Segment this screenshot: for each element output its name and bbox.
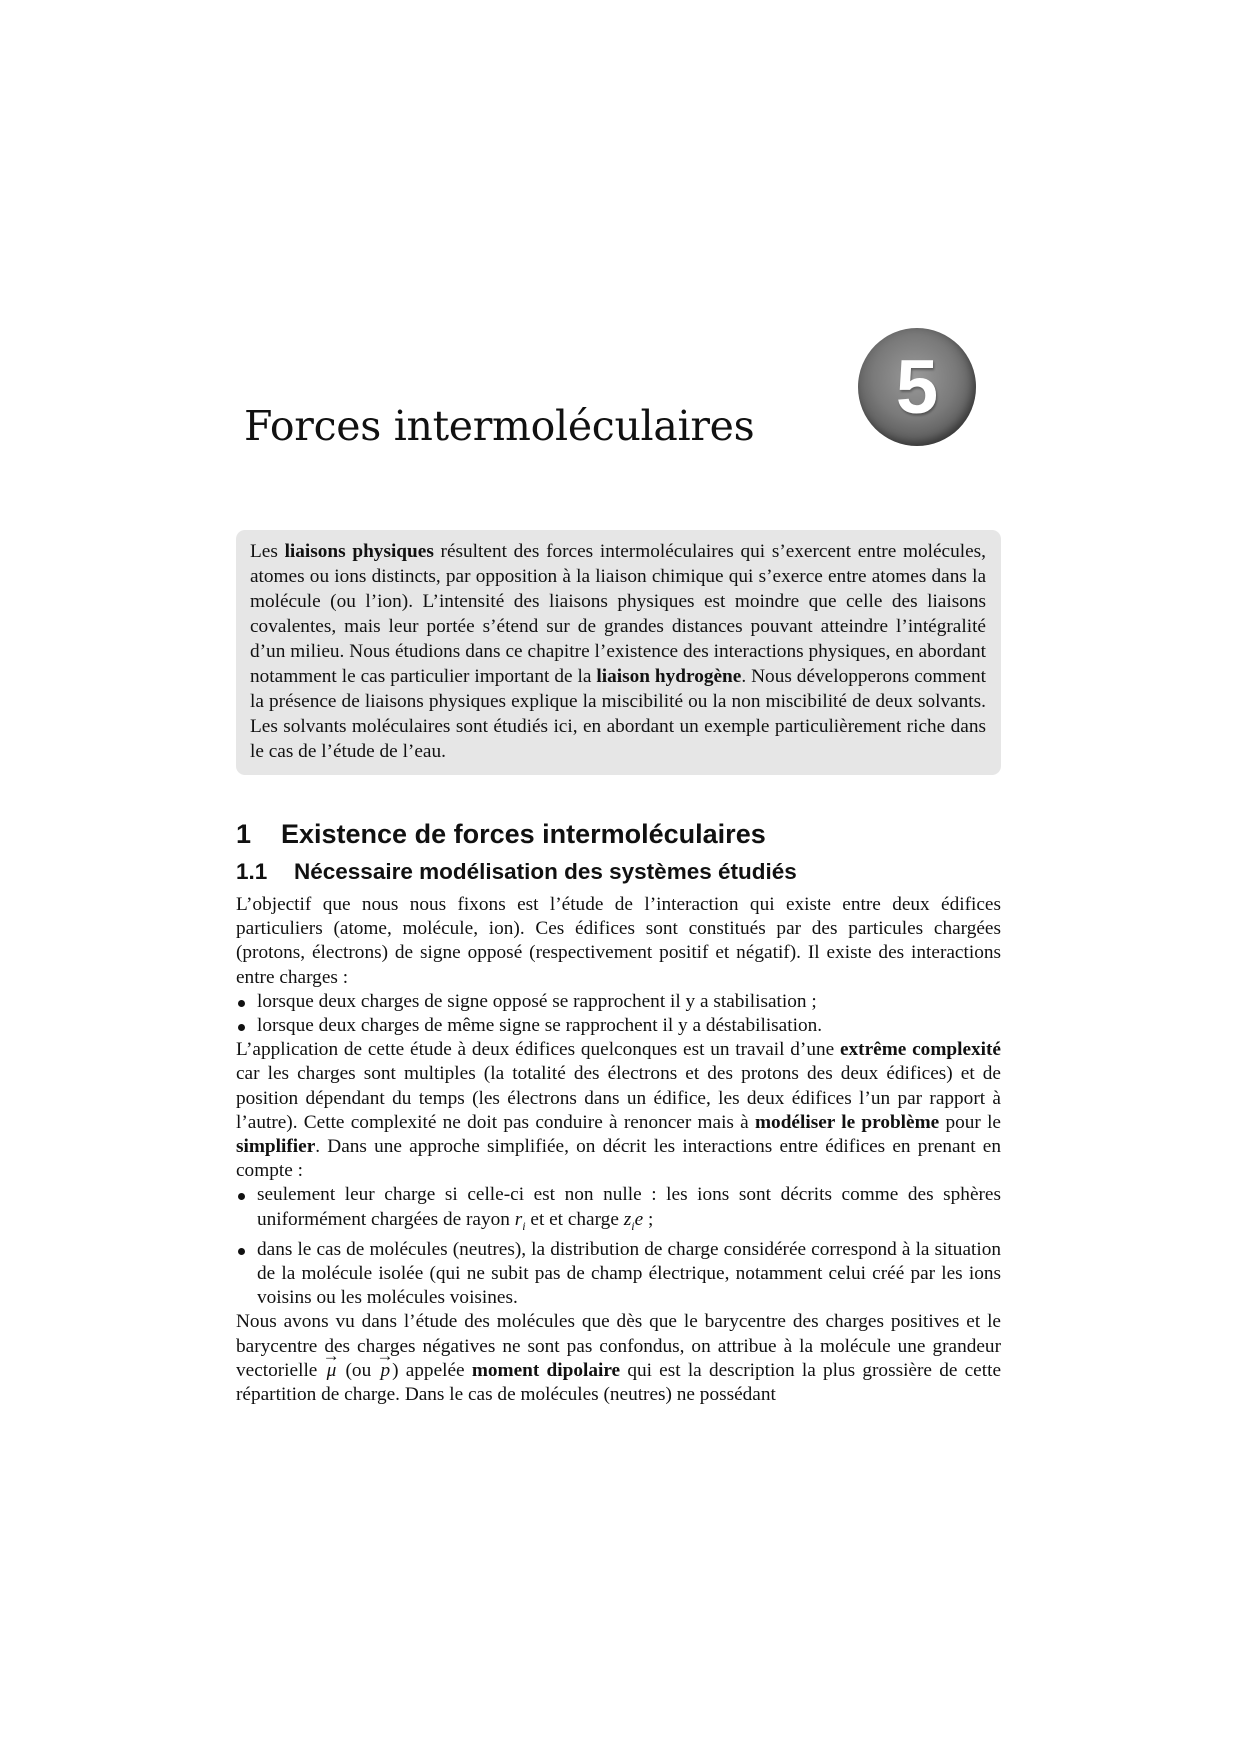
text-span: ) appelée <box>392 1359 472 1381</box>
text-span: seulement leur charge si celle-ci est non nulle : les ions sont décrits comme des sphères uniformément chargées de rayon <box>257 1184 1001 1230</box>
subsection-heading <box>236 855 1001 889</box>
bold-term: moment dipolaire <box>471 1359 621 1381</box>
math-subscript: i <box>631 1218 635 1233</box>
paragraph <box>236 1310 1001 1407</box>
bullet-item: lorsque deux charges de signe opposé se rapprochent il y a stabilisation ; <box>236 990 1001 1014</box>
paragraph: L’objectif que nous nous fixons est l’étude de l’interaction qui existe entre deux édifices particuliers (atome, molécule, ion). Ces édifices sont constitués par des particules chargées (protons, électrons) de signe opposé (respectivement positif et négatif). Il existe des interactions entre charges : <box>236 894 1001 988</box>
bullet-list <box>236 990 1001 1038</box>
bullet-item: lorsque deux charges de même signe se rapprochent il y a déstabilisation. <box>236 1014 1001 1038</box>
chapter-abstract <box>236 530 1001 775</box>
math-var: z <box>623 1208 632 1230</box>
bold-term: simplifier <box>236 1136 316 1158</box>
text-span: L’application de cette étude à deux édifices quelconques est un travail d’une <box>236 1039 840 1061</box>
text-span: Nous avons vu dans l’étude des molécules que dès que le barycentre des charges positives et le barycentre des charges négatives ne sont pas confondus, on attribue à la molécule une grandeur vectorielle <box>236 1311 1001 1381</box>
section-number: 1 <box>236 819 252 849</box>
vector-mu: → μ <box>325 1359 339 1383</box>
math-var: e <box>634 1208 644 1230</box>
text-span: ; <box>643 1208 654 1230</box>
text-span: pour le <box>939 1111 1001 1133</box>
chapter-number-badge: 5 <box>858 328 976 446</box>
text-span: . Dans une approche simplifiée, on décrit les interactions entre édifices en prenant en compte : <box>236 1136 1001 1182</box>
abstract-text: résultent des forces intermoléculaires qui s’exercent entre molécules, atomes ou ions distincts, par opposition à la liaison chimique qui s’exerce entre atomes dans la molécule (ou l’ion). L’intensité des liaisons physiques est moindre que celle des liaisons covalentes, mais leur portée s’étend sur de grandes distances pouvant atteindre l’intégralité d’un milieu. Nous étudions dans ce chapitre l’existence des interactions physiques, en abordant notamment le cas particulier important de la <box>250 541 986 687</box>
bold-term: modéliser le problème <box>755 1111 940 1133</box>
text-span: qui est la description la plus grossière de cette répartition de charge. Dans le cas de molécules (neutres) ne possédant <box>236 1359 1002 1405</box>
main-content <box>236 815 1001 1407</box>
text-span: car les charges sont multiples (la totalité des électrons et des protons des deux édifices) et de position dépendant du temps (les électrons dans un édifice, les deux édifices l’un par rapport à l’autre). Cette complexité ne doit pas conduire à renoncer mais à <box>236 1063 1001 1133</box>
subsection-number: 1.1 <box>236 859 268 884</box>
vector-p: → p <box>378 1359 392 1383</box>
abstract-text: . Nous développerons comment la présence de liaisons physiques explique la miscibilité ou la non miscibilité de deux solvants. Les solvants moléculaires sont étudiés ici, en abordant un exemple particulièrement riche dans le cas de l’étude de l’eau. <box>250 666 986 762</box>
abstract-bold-term: liaisons physiques <box>284 541 434 562</box>
math-subscript: i <box>522 1218 526 1233</box>
section-title: Existence de forces intermoléculaires <box>281 819 766 849</box>
text-span: (ou <box>338 1359 379 1381</box>
abstract-bold-term: liaison hydrogène <box>596 666 742 687</box>
subsection-title: Nécessaire modélisation des systèmes étudiés <box>294 859 797 884</box>
math-var: r <box>514 1208 523 1230</box>
bullet-list <box>236 1183 1001 1310</box>
abstract-text: Les <box>250 541 285 562</box>
paragraph <box>236 1038 1001 1183</box>
chapter-title: Forces intermoléculaires <box>244 402 755 450</box>
text-span: et et charge <box>525 1208 624 1230</box>
section-heading <box>236 815 1001 853</box>
bullet-item <box>236 1183 1001 1237</box>
bold-term: extrême complexité <box>839 1039 1001 1061</box>
bullet-item: dans le cas de molécules (neutres), la distribution de charge considérée correspond à la situation de la molécule isolée (qui ne subit pas de champ électrique, notamment celui créé par les ions voisins ou les molécules voisines. <box>236 1238 1001 1311</box>
